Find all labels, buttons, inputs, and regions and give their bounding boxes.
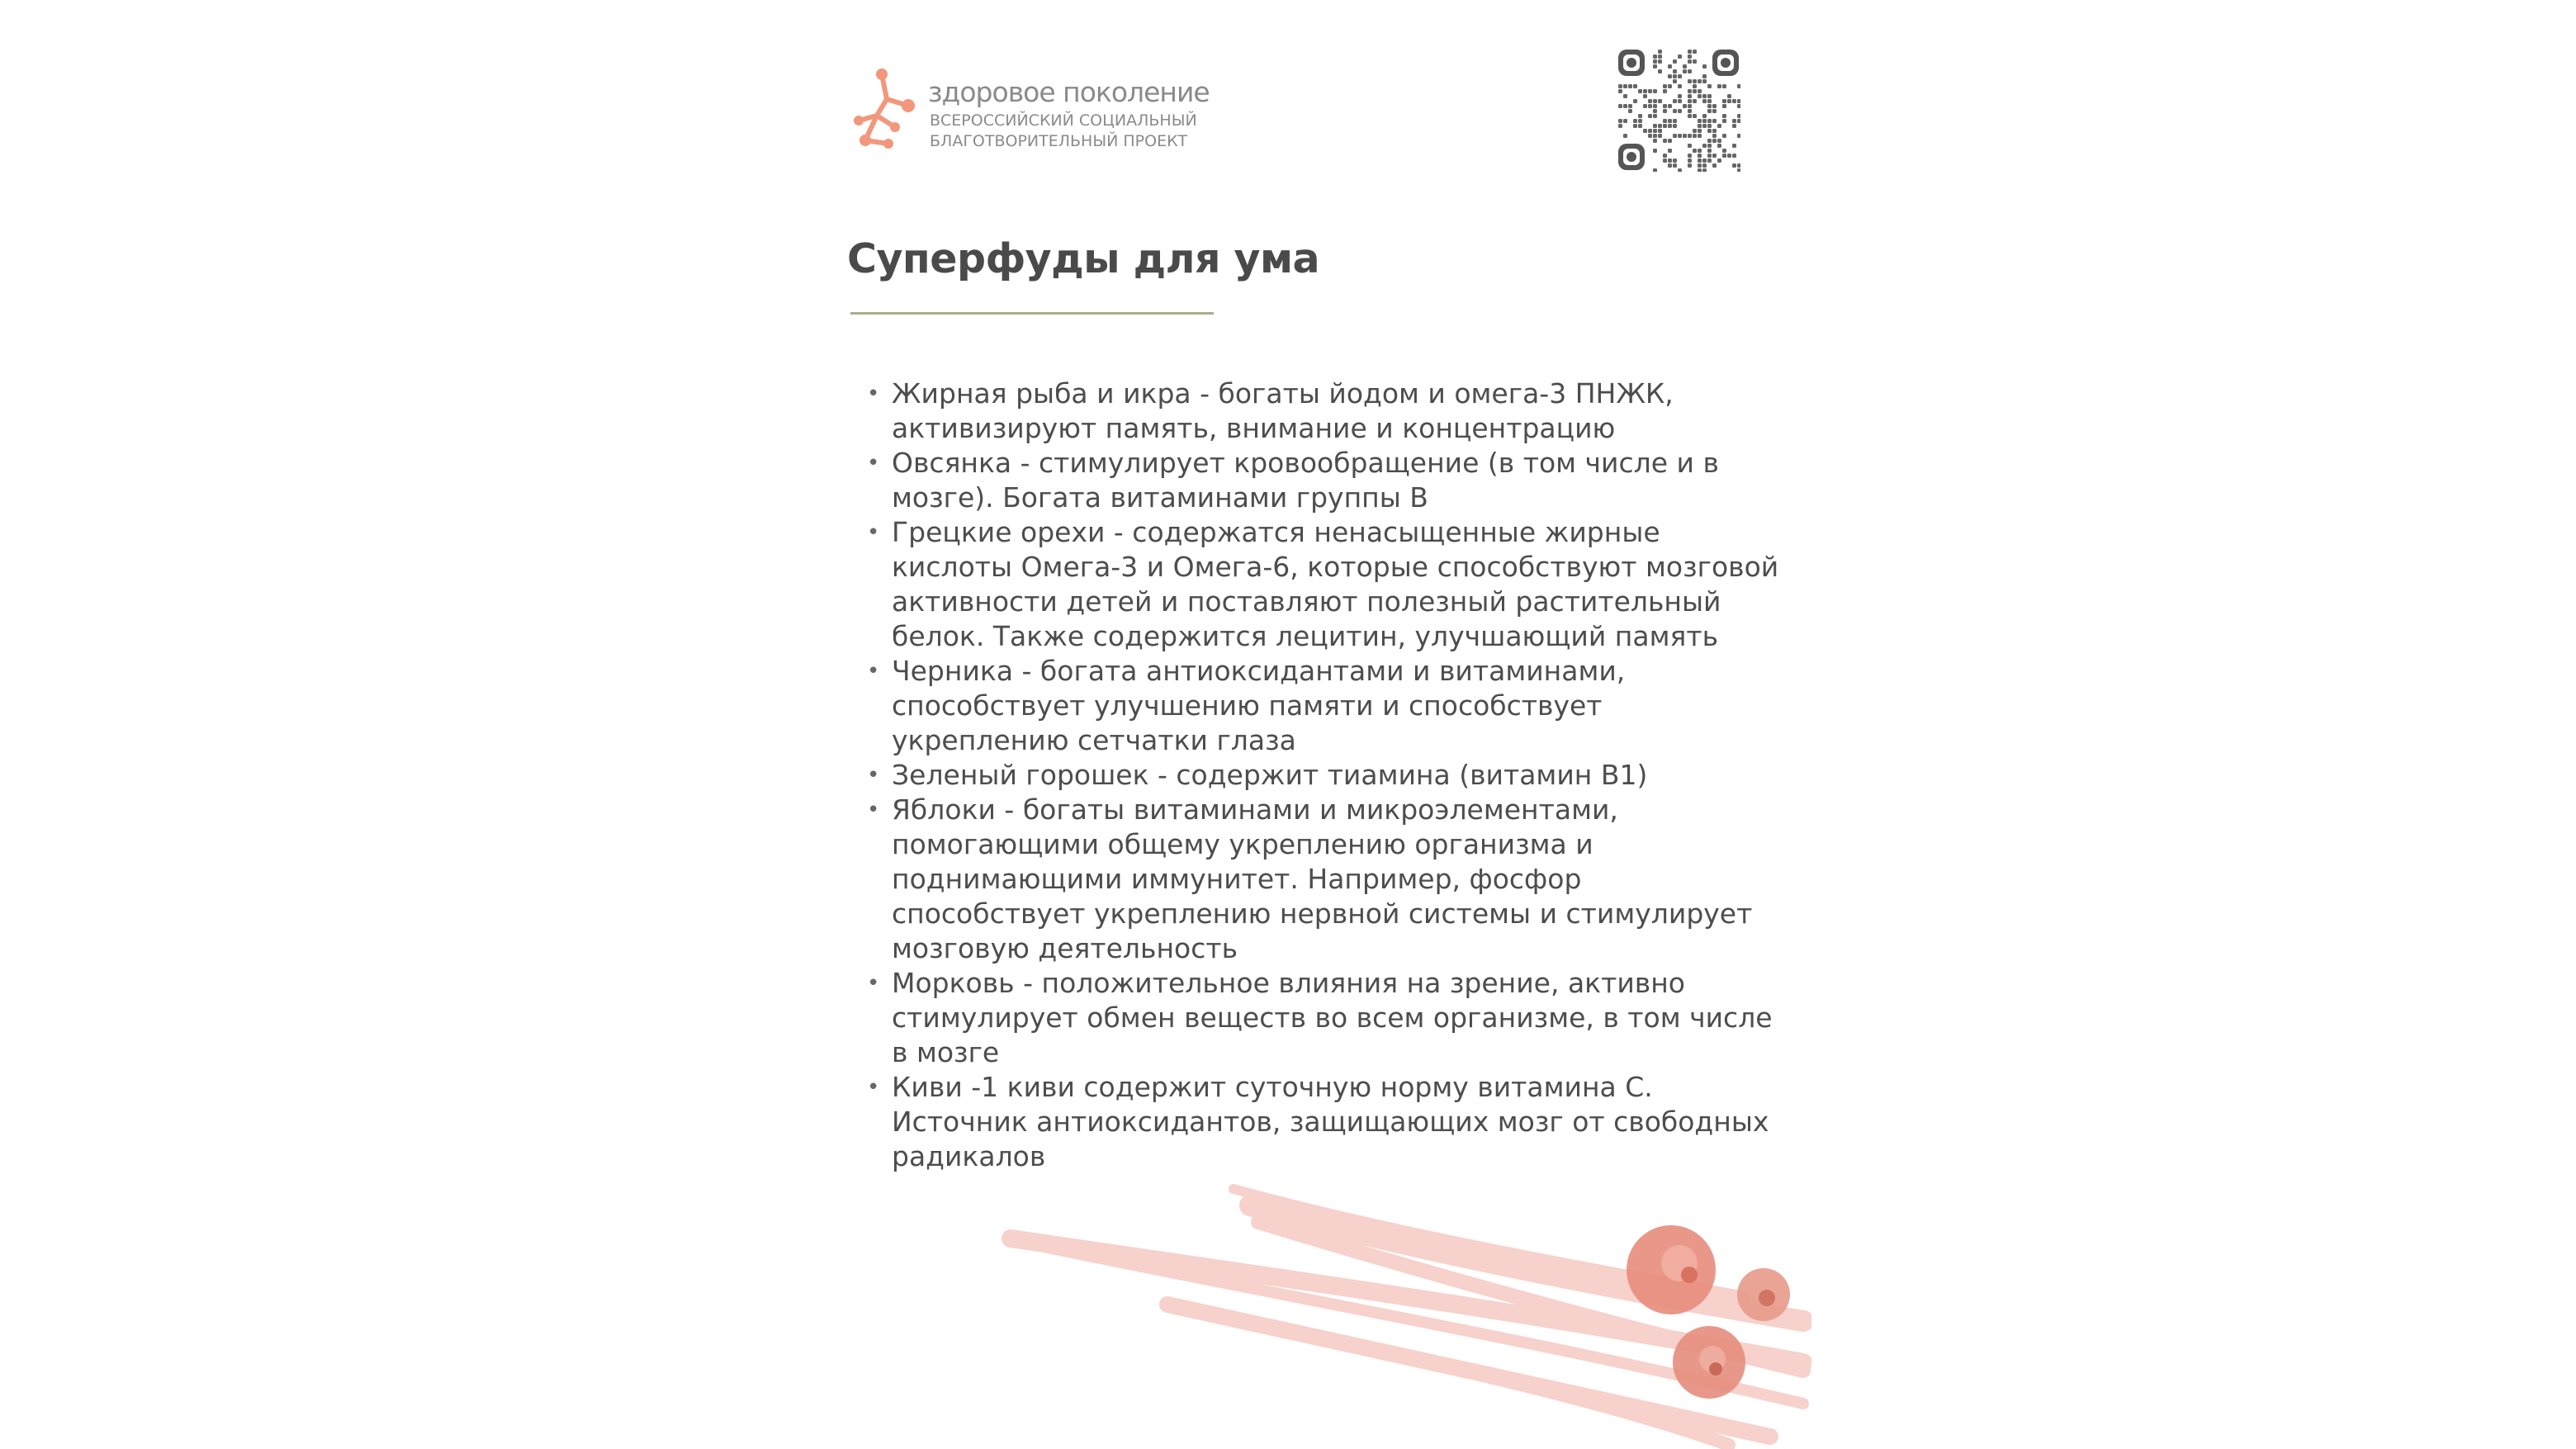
qr-module xyxy=(1668,119,1672,123)
qr-module xyxy=(1693,99,1697,103)
qr-module xyxy=(1737,104,1740,108)
qr-module xyxy=(1688,94,1692,98)
qr-module xyxy=(1653,114,1657,118)
title-underline xyxy=(850,312,1214,315)
bullet-icon: • xyxy=(867,451,880,476)
qr-module xyxy=(1623,134,1627,138)
bullet-icon: • xyxy=(867,763,880,788)
qr-module xyxy=(1623,119,1627,123)
qr-module xyxy=(1663,124,1667,128)
qr-module xyxy=(1698,163,1702,168)
qr-module xyxy=(1722,84,1726,88)
qr-module xyxy=(1663,154,1667,158)
qr-module xyxy=(1678,54,1682,59)
qr-module xyxy=(1732,163,1736,168)
qr-module xyxy=(1653,109,1657,113)
qr-module xyxy=(1702,159,1707,163)
qr-module xyxy=(1712,154,1717,158)
qr-module xyxy=(1628,104,1632,108)
qr-module xyxy=(1638,89,1642,93)
qr-module xyxy=(1712,139,1717,143)
qr-module xyxy=(1683,64,1687,69)
list-item-line: белок. Также содержится лецитин, улучшающий память xyxy=(892,620,1719,652)
qr-module xyxy=(1707,99,1712,103)
qr-module xyxy=(1653,139,1657,143)
qr-module xyxy=(1673,119,1677,123)
berry-icon xyxy=(1737,1268,1790,1321)
qr-module xyxy=(1732,154,1736,158)
qr-module xyxy=(1707,109,1712,113)
qr-module xyxy=(1712,134,1717,138)
list-item-line: Яблоки - богаты витаминами и микроэлементами, xyxy=(892,793,1618,826)
qr-module xyxy=(1683,69,1687,73)
list-item-line: способствует укреплению нервной системы и стимулирует xyxy=(892,897,1753,930)
qr-module xyxy=(1618,119,1622,123)
qr-module xyxy=(1668,149,1672,153)
qr-module xyxy=(1673,134,1677,138)
qr-module xyxy=(1628,109,1632,113)
qr-module xyxy=(1722,104,1726,108)
qr-module xyxy=(1702,99,1707,103)
qr-module xyxy=(1648,114,1652,118)
qr-module xyxy=(1722,149,1726,153)
qr-module xyxy=(1653,134,1657,138)
qr-module xyxy=(1727,94,1731,98)
bullet-icon: • xyxy=(867,798,880,822)
qr-module xyxy=(1663,139,1667,143)
qr-module xyxy=(1707,159,1712,163)
qr-module xyxy=(1668,139,1672,143)
qr-module xyxy=(1633,124,1637,128)
qr-module xyxy=(1668,163,1672,168)
qr-module xyxy=(1643,129,1647,133)
qr-module xyxy=(1678,134,1682,138)
qr-module xyxy=(1633,99,1637,103)
qr-module xyxy=(1673,74,1677,78)
qr-module xyxy=(1702,163,1707,168)
qr-module xyxy=(1643,104,1647,108)
qr-module xyxy=(1732,124,1736,128)
qr-module xyxy=(1648,134,1652,138)
list-item xyxy=(867,654,1726,758)
qr-module xyxy=(1638,114,1642,118)
qr-module xyxy=(1678,74,1682,78)
qr-module xyxy=(1698,159,1702,163)
list-item-line: активности детей и поставляют полезный растительный xyxy=(892,585,1721,618)
qr-module xyxy=(1633,84,1637,88)
list-item-line: Грецкие орехи - содержатся ненасыщенные жирные xyxy=(892,516,1660,548)
qr-module xyxy=(1653,124,1657,128)
qr-module xyxy=(1688,134,1692,138)
qr-module xyxy=(1668,64,1672,69)
qr-module xyxy=(1618,84,1622,88)
qr-module xyxy=(1737,114,1740,118)
qr-module xyxy=(1727,99,1731,103)
qr-module xyxy=(1663,84,1667,88)
qr-module xyxy=(1717,144,1721,148)
qr-module xyxy=(1633,119,1637,123)
qr-module xyxy=(1668,159,1672,163)
qr-module xyxy=(1653,89,1657,93)
qr-module xyxy=(1732,99,1736,103)
qr-module xyxy=(1648,99,1652,103)
list-item-line: помогающими общему укреплению организма и xyxy=(892,828,1593,860)
qr-module xyxy=(1737,134,1740,138)
qr-module xyxy=(1663,104,1667,108)
qr-module xyxy=(1688,99,1692,103)
qr-module xyxy=(1707,149,1712,153)
list-item-line: кислоты Омега-3 и Омега-6, которые способствуют мозговой xyxy=(892,551,1779,583)
qr-module xyxy=(1693,134,1697,138)
list-item-line: укреплению сетчатки глаза xyxy=(892,724,1296,756)
qr-module xyxy=(1698,149,1702,153)
qr-module xyxy=(1693,89,1697,93)
qr-module xyxy=(1623,104,1627,108)
qr-module xyxy=(1653,129,1657,133)
qr-module xyxy=(1618,104,1622,108)
qr-module xyxy=(1623,94,1627,98)
qr-module xyxy=(1653,168,1657,172)
qr-module xyxy=(1688,159,1692,163)
qr-module xyxy=(1737,163,1740,168)
qr-module xyxy=(1688,144,1692,148)
qr-module xyxy=(1638,124,1642,128)
qr-module xyxy=(1707,154,1712,158)
qr-module xyxy=(1693,114,1697,118)
qr-module xyxy=(1643,94,1647,98)
brand-subtitle-line: БЛАГОТВОРИТЕЛЬНЫЙ ПРОЕКТ xyxy=(930,132,1188,150)
qr-module xyxy=(1678,99,1682,103)
qr-module xyxy=(1707,139,1712,143)
list-item xyxy=(867,758,1726,793)
qr-module xyxy=(1737,84,1740,88)
qr-module xyxy=(1707,84,1712,88)
qr-module xyxy=(1712,104,1717,108)
qr-module xyxy=(1702,144,1707,148)
qr-module xyxy=(1712,129,1717,133)
list-item-line: Зеленый горошек - содержит тиамина (витамин В1) xyxy=(892,759,1648,791)
qr-module xyxy=(1717,84,1721,88)
qr-module xyxy=(1717,139,1721,143)
qr-module xyxy=(1688,79,1692,83)
qr-module xyxy=(1678,84,1682,88)
list-item-line: мозге). Богата витаминами группы В xyxy=(892,481,1428,514)
qr-module xyxy=(1683,104,1687,108)
qr-module xyxy=(1653,149,1657,153)
qr-module xyxy=(1673,159,1677,163)
list-item-line: в мозге xyxy=(892,1036,1000,1068)
qr-module xyxy=(1653,99,1657,103)
bullet-icon: • xyxy=(867,381,880,406)
qr-module xyxy=(1678,109,1682,113)
qr-module xyxy=(1707,119,1712,123)
qr-module xyxy=(1722,99,1726,103)
list-item-line: поднимающими иммунитет. Например, фосфор xyxy=(892,863,1582,895)
qr-module xyxy=(1722,154,1726,158)
qr-module xyxy=(1673,163,1677,168)
qr-module xyxy=(1673,99,1677,103)
qr-module xyxy=(1693,59,1697,64)
qr-module xyxy=(1717,159,1721,163)
qr-module xyxy=(1658,99,1662,103)
molecule-icon xyxy=(849,68,915,150)
qr-module xyxy=(1702,119,1707,123)
brand-name: здоровое поколение xyxy=(928,76,1210,108)
brand-subtitle xyxy=(930,111,1197,152)
qr-module xyxy=(1712,119,1717,123)
qr-module xyxy=(1702,94,1707,98)
qr-module xyxy=(1698,89,1702,93)
qr-module xyxy=(1658,59,1662,64)
qr-module xyxy=(1688,163,1692,168)
list-item-line: радикалов xyxy=(892,1140,1046,1172)
qr-module xyxy=(1693,50,1697,54)
list-item-line: Источник антиоксидантов, защищающих мозг от свободных xyxy=(892,1106,1769,1138)
qr-module xyxy=(1648,129,1652,133)
qr-module xyxy=(1658,129,1662,133)
qr-module xyxy=(1712,163,1717,168)
qr-module xyxy=(1707,144,1712,148)
qr-module xyxy=(1648,104,1652,108)
qr-code[interactable] xyxy=(1617,48,1740,172)
qr-module xyxy=(1737,99,1740,103)
qr-module xyxy=(1688,154,1692,158)
list-item-line: активизируют память, внимание и концентрацию xyxy=(892,412,1616,444)
berry-icon xyxy=(1673,1326,1745,1399)
qr-module xyxy=(1668,104,1672,108)
qr-module xyxy=(1653,64,1657,69)
qr-module xyxy=(1688,104,1692,108)
list-item-line: Жирная рыба и икра - богаты йодом и омега-3 ПНЖК, xyxy=(892,377,1674,410)
qr-module xyxy=(1653,54,1657,59)
qr-module xyxy=(1653,104,1657,108)
list-item xyxy=(867,793,1753,966)
list-item-line: Овсянка - стимулирует кровообращение (в том числе и в xyxy=(892,447,1719,479)
list-item-line: мозговую деятельность xyxy=(892,932,1238,964)
qr-module xyxy=(1688,114,1692,118)
list-item-line: Черника - богата антиоксидантами и витаминами, xyxy=(892,655,1626,687)
qr-module xyxy=(1722,114,1726,118)
list-item-line: Морковь - положительное влияния на зрение, активно xyxy=(892,967,1685,999)
qr-module xyxy=(1732,119,1736,123)
qr-module xyxy=(1658,54,1662,59)
qr-module xyxy=(1673,59,1677,64)
qr-module xyxy=(1702,74,1707,78)
qr-module xyxy=(1702,79,1707,83)
list-item xyxy=(867,515,1779,654)
qr-module xyxy=(1668,124,1672,128)
qr-module xyxy=(1702,64,1707,69)
qr-module xyxy=(1737,168,1740,172)
qr-module xyxy=(1702,114,1707,118)
qr-module xyxy=(1668,84,1672,88)
qr-module xyxy=(1663,119,1667,123)
bullet-icon: • xyxy=(867,971,880,996)
qr-module xyxy=(1707,94,1712,98)
qr-module xyxy=(1683,134,1687,138)
qr-module xyxy=(1663,89,1667,93)
qr-module xyxy=(1707,124,1712,128)
list-item-line: способствует улучшению памяти и способствует xyxy=(892,689,1603,722)
qr-module xyxy=(1722,119,1726,123)
qr-module xyxy=(1653,59,1657,64)
qr-module xyxy=(1663,109,1667,113)
superfood-list xyxy=(867,376,1779,1174)
qr-module xyxy=(1688,59,1692,64)
qr-module xyxy=(1693,149,1697,153)
qr-module xyxy=(1678,94,1682,98)
qr-module xyxy=(1717,124,1721,128)
bullet-icon: • xyxy=(867,659,880,684)
qr-module xyxy=(1722,134,1726,138)
brand-subtitle-line: ВСЕРОССИЙСКИЙ СОЦИАЛЬНЫЙ xyxy=(930,111,1197,130)
qr-module xyxy=(1618,124,1622,128)
qr-module xyxy=(1693,84,1697,88)
bullet-icon: • xyxy=(867,1075,880,1100)
berry-icon xyxy=(1627,1225,1716,1314)
qr-module xyxy=(1688,50,1692,54)
qr-module xyxy=(1658,124,1662,128)
page-title: Суперфуды для ума xyxy=(847,235,1320,282)
qr-module xyxy=(1678,168,1682,172)
qr-module xyxy=(1673,109,1677,113)
qr-module xyxy=(1673,69,1677,73)
qr-module xyxy=(1673,124,1677,128)
qr-module xyxy=(1702,168,1707,172)
qr-module xyxy=(1643,89,1647,93)
qr-module xyxy=(1663,159,1667,163)
qr-module xyxy=(1693,79,1697,83)
qr-module xyxy=(1618,89,1622,93)
qr-module xyxy=(1693,129,1697,133)
qr-module xyxy=(1658,69,1662,73)
qr-module xyxy=(1673,79,1677,83)
list-item-line: Киви -1 киви содержит суточную норму витамина С. xyxy=(892,1071,1653,1103)
qr-module xyxy=(1698,154,1702,158)
qr-module xyxy=(1688,69,1692,73)
qr-module xyxy=(1623,84,1627,88)
list-item xyxy=(867,966,1773,1070)
qr-module xyxy=(1707,129,1712,133)
list-item xyxy=(867,376,1726,446)
brand-logo xyxy=(849,68,1210,159)
qr-module xyxy=(1698,124,1702,128)
qr-module xyxy=(1698,94,1702,98)
qr-module xyxy=(1698,119,1702,123)
page xyxy=(821,0,1811,1449)
qr-module xyxy=(1707,104,1712,108)
qr-module xyxy=(1698,168,1702,172)
qr-module xyxy=(1658,134,1662,138)
qr-module xyxy=(1688,109,1692,113)
qr-module xyxy=(1698,79,1702,83)
qr-module xyxy=(1688,54,1692,59)
qr-module xyxy=(1648,89,1652,93)
decorative-strokes xyxy=(821,1156,1811,1449)
qr-module xyxy=(1668,74,1672,78)
list-item xyxy=(867,446,1726,515)
bullet-icon: • xyxy=(867,520,880,545)
qr-module xyxy=(1737,119,1740,123)
qr-module xyxy=(1727,154,1731,158)
qr-module xyxy=(1698,129,1702,133)
qr-module xyxy=(1698,134,1702,138)
qr-module xyxy=(1688,89,1692,93)
qr-module xyxy=(1712,109,1717,113)
qr-module xyxy=(1732,144,1736,148)
qr-module xyxy=(1638,119,1642,123)
qr-module xyxy=(1702,124,1707,128)
qr-module xyxy=(1658,50,1662,54)
qr-module xyxy=(1628,84,1632,88)
list-item-line: стимулирует обмен веществ во всем организме, в том числе xyxy=(892,1002,1773,1034)
